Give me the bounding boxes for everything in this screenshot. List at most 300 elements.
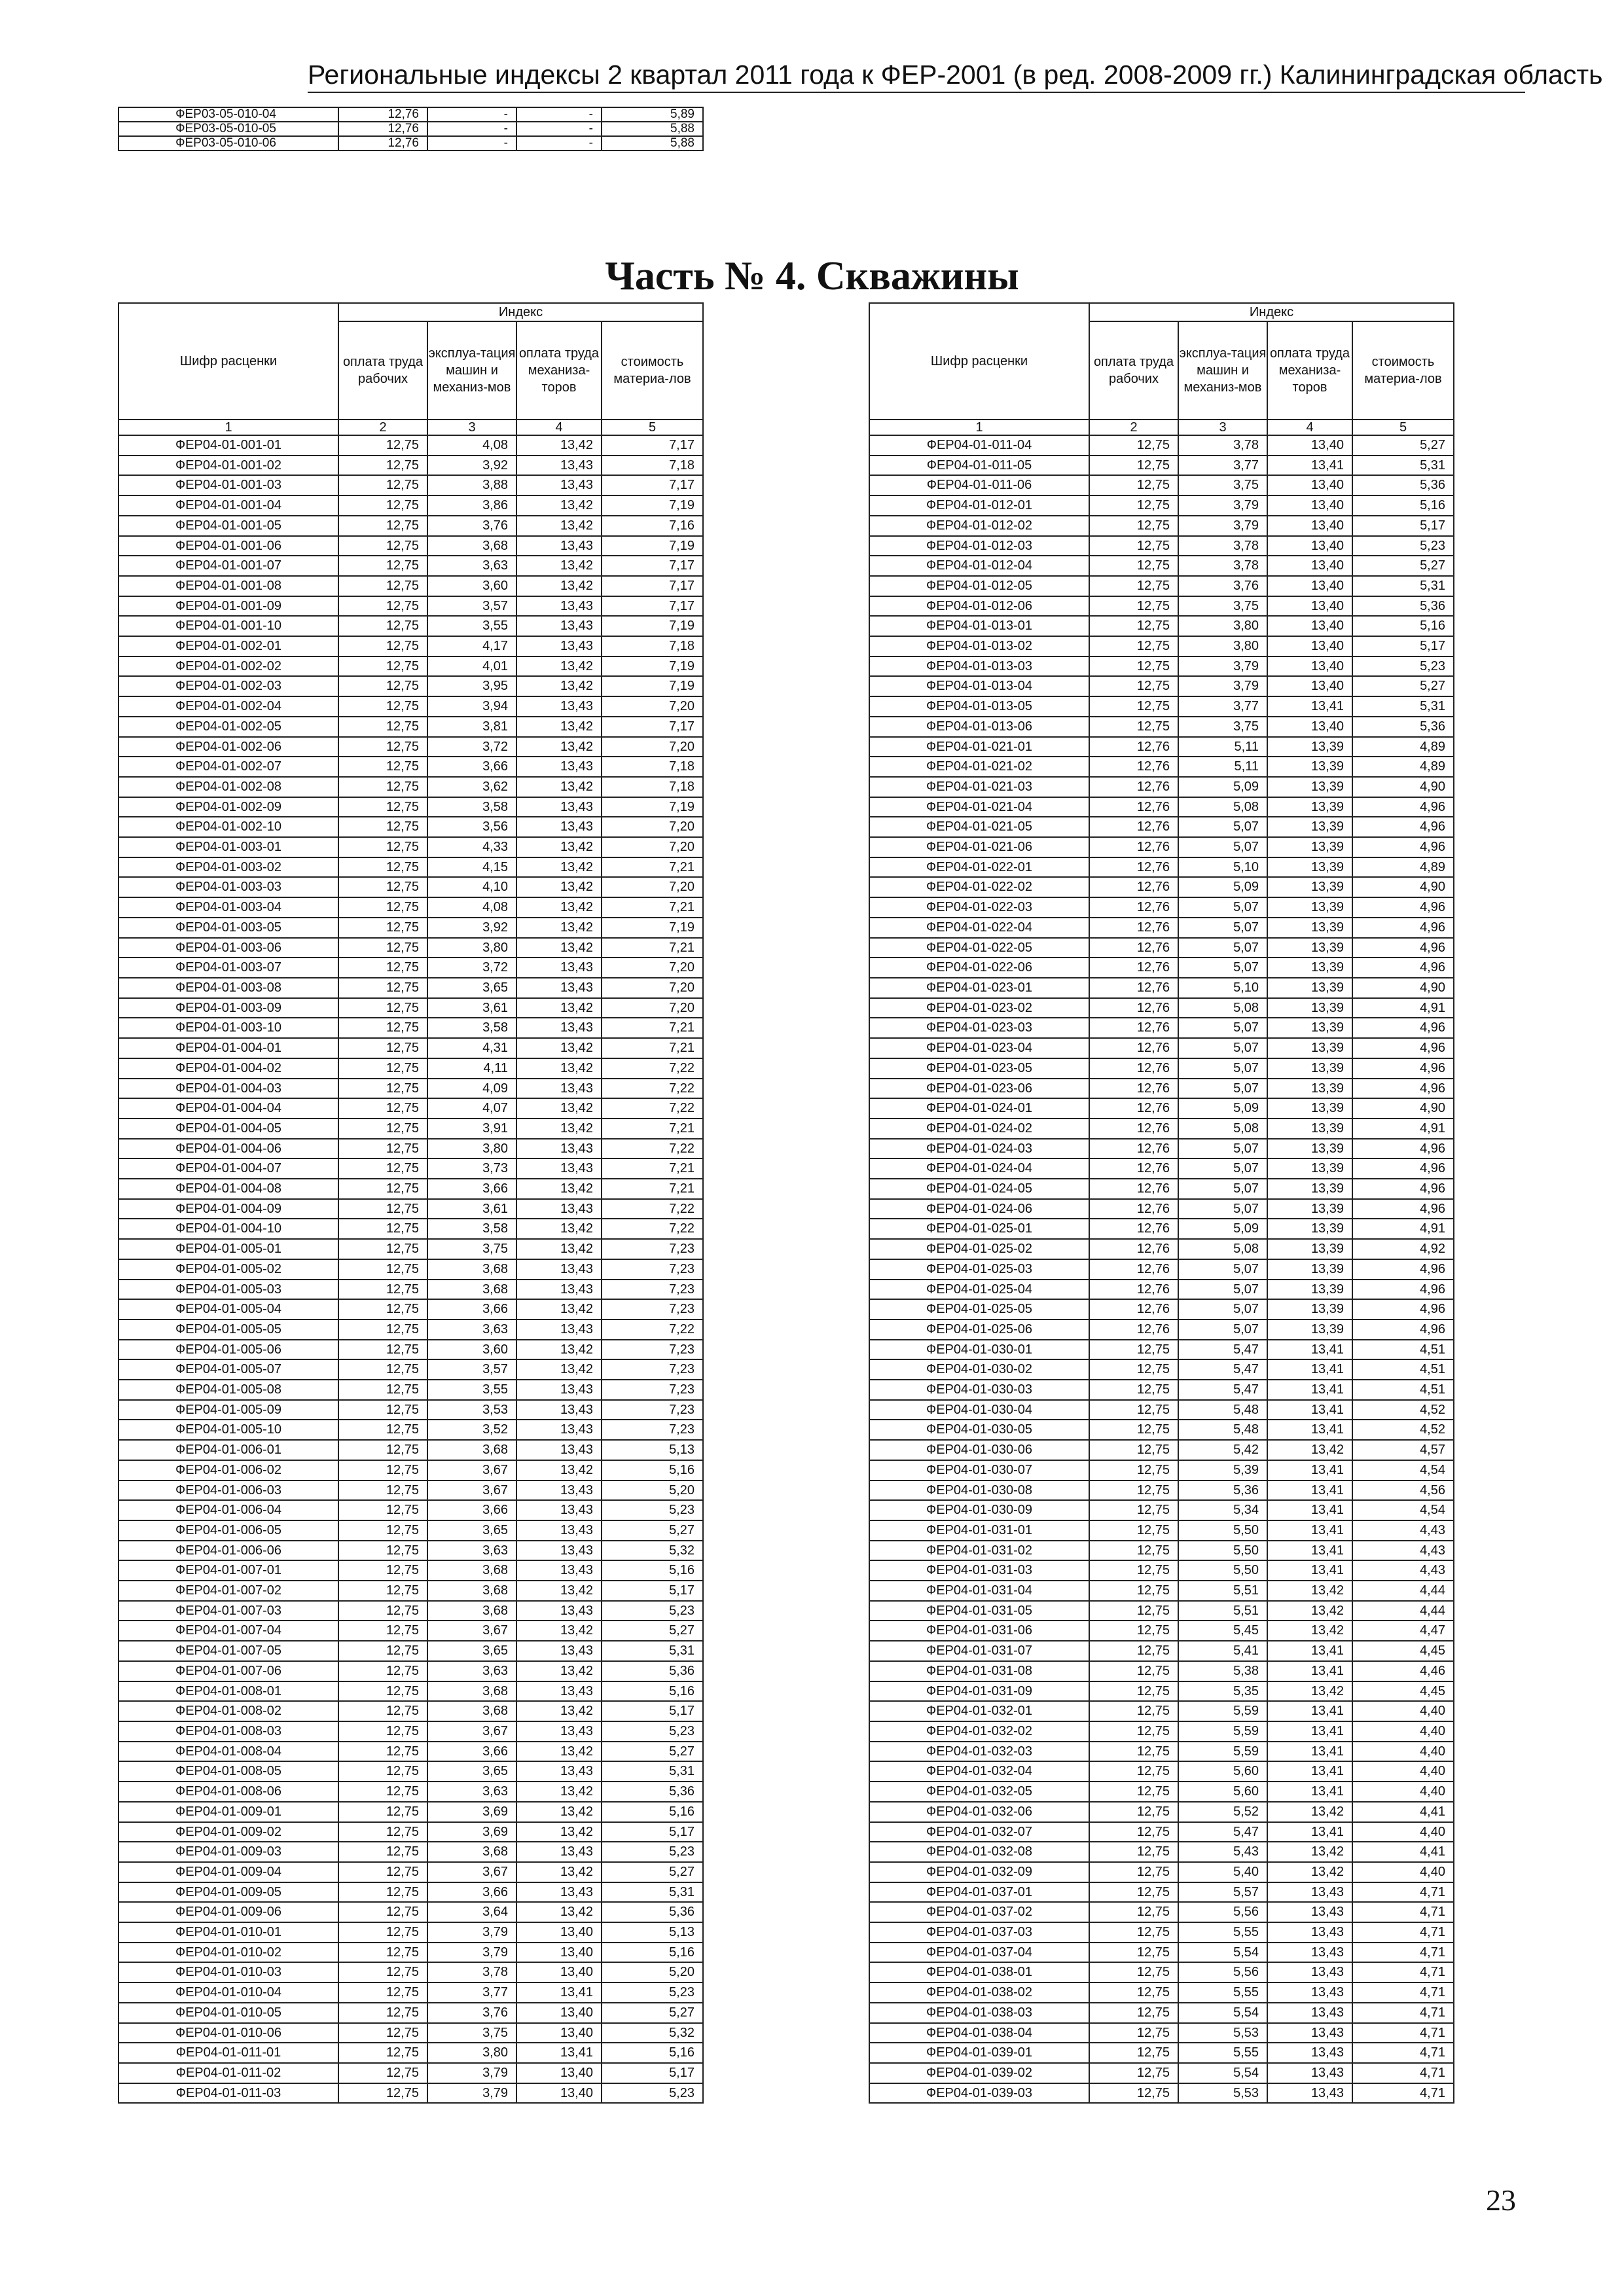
index-value-cell: 4,96 xyxy=(1352,1158,1454,1179)
index-value-cell: 12,75 xyxy=(1089,1440,1178,1460)
index-value-cell: 5,32 xyxy=(602,1541,703,1561)
header-operators: оплата труда механиза-торов xyxy=(1267,321,1352,420)
index-value-cell: 12,75 xyxy=(1089,2043,1178,2063)
index-value-cell: 13,42 xyxy=(516,1742,602,1762)
index-value-cell: 4,96 xyxy=(1352,897,1454,918)
index-value-cell: 5,43 xyxy=(1178,1842,1267,1862)
index-value-cell: 4,51 xyxy=(1352,1380,1454,1400)
index-value-cell: 5,16 xyxy=(602,2043,703,2063)
table-row xyxy=(869,2043,1454,2063)
table-row xyxy=(869,737,1454,757)
index-value-cell: 4,96 xyxy=(1352,1259,1454,1280)
index-value-cell: 12,75 xyxy=(338,1541,427,1561)
rate-code-cell: ФЕР04-01-032-04 xyxy=(869,1761,1089,1782)
index-value-cell: 5,47 xyxy=(1178,1340,1267,1360)
index-value-cell: 3,91 xyxy=(427,1119,516,1139)
index-value-cell: 4,90 xyxy=(1352,978,1454,998)
rate-code-cell: ФЕР04-01-006-04 xyxy=(118,1500,338,1520)
rate-code-cell: ФЕР04-01-024-05 xyxy=(869,1179,1089,1199)
rate-code-cell: ФЕР04-01-032-09 xyxy=(869,1862,1089,1882)
table-row xyxy=(869,1782,1454,1802)
header-index: Индекс xyxy=(1089,303,1454,321)
table-row xyxy=(118,2063,703,2083)
table-row xyxy=(869,837,1454,857)
table-row xyxy=(118,596,703,617)
index-value-cell: 12,75 xyxy=(1089,475,1178,495)
table-row xyxy=(869,797,1454,817)
index-value-cell: 13,43 xyxy=(516,1721,602,1742)
index-value-cell: 12,76 xyxy=(1089,938,1178,958)
rate-code-cell: ФЕР04-01-009-02 xyxy=(118,1822,338,1842)
index-value-cell: 13,43 xyxy=(516,1139,602,1159)
table-row xyxy=(869,536,1454,556)
index-value-cell: 7,21 xyxy=(602,1179,703,1199)
index-value-cell: 13,43 xyxy=(516,596,602,617)
index-value-cell: 13,39 xyxy=(1267,1239,1352,1259)
table-row xyxy=(118,2023,703,2043)
index-value-cell: 12,76 xyxy=(1089,1299,1178,1319)
index-value-cell: 12,76 xyxy=(1089,998,1178,1018)
index-value-cell: 3,75 xyxy=(427,1239,516,1259)
rate-code-cell: ФЕР04-01-031-08 xyxy=(869,1661,1089,1681)
index-value-cell: 13,40 xyxy=(516,1962,602,1982)
index-value-cell: 7,20 xyxy=(602,998,703,1018)
index-value-cell: 3,76 xyxy=(1178,576,1267,596)
index-value-cell: 13,42 xyxy=(516,1902,602,1922)
rate-code-cell: ФЕР04-01-003-08 xyxy=(118,978,338,998)
index-value-cell: 4,96 xyxy=(1352,1038,1454,1058)
rate-code-cell: ФЕР04-01-032-03 xyxy=(869,1742,1089,1762)
index-value-cell: 7,20 xyxy=(602,978,703,998)
index-value-cell: 13,39 xyxy=(1267,1058,1352,1079)
index-value-cell: 13,42 xyxy=(516,1701,602,1721)
index-value-cell: 13,42 xyxy=(516,656,602,677)
table-row xyxy=(118,1199,703,1219)
index-value-cell: 4,51 xyxy=(1352,1359,1454,1380)
index-value-cell: 7,18 xyxy=(602,456,703,476)
table-row xyxy=(869,1480,1454,1501)
index-value-cell: - xyxy=(516,136,602,151)
index-value-cell: 5,47 xyxy=(1178,1380,1267,1400)
index-value-cell: 12,75 xyxy=(338,998,427,1018)
index-value-cell: 12,75 xyxy=(338,2023,427,2043)
table-row xyxy=(869,2063,1454,2083)
index-value-cell: 5,31 xyxy=(1352,696,1454,717)
index-value-cell: 13,43 xyxy=(516,757,602,777)
table-row xyxy=(118,1139,703,1159)
index-value-cell: 3,79 xyxy=(427,2063,516,2083)
index-value-cell: 13,43 xyxy=(516,536,602,556)
index-value-cell: 12,75 xyxy=(1089,1882,1178,1903)
table-row xyxy=(869,1280,1454,1300)
index-value-cell: 5,51 xyxy=(1178,1601,1267,1621)
index-value-cell: 7,18 xyxy=(602,757,703,777)
table-row xyxy=(869,2023,1454,2043)
index-value-cell: 4,40 xyxy=(1352,1701,1454,1721)
index-value-cell: 12,75 xyxy=(1089,1701,1178,1721)
index-value-cell: 12,75 xyxy=(338,1319,427,1340)
index-value-cell: 4,71 xyxy=(1352,1902,1454,1922)
rate-code-cell: ФЕР04-01-007-06 xyxy=(118,1661,338,1681)
index-value-cell: 4,10 xyxy=(427,877,516,897)
index-value-cell: 13,40 xyxy=(1267,576,1352,596)
index-value-cell: 13,41 xyxy=(1267,1460,1352,1480)
index-value-cell: 3,65 xyxy=(427,1520,516,1541)
table-row xyxy=(118,475,703,495)
table-row xyxy=(118,1520,703,1541)
table-row xyxy=(118,1782,703,1802)
rate-code-cell: ФЕР04-01-010-03 xyxy=(118,1962,338,1982)
index-value-cell: 3,75 xyxy=(1178,475,1267,495)
rate-code-cell: ФЕР04-01-005-06 xyxy=(118,1340,338,1360)
rate-code-cell: ФЕР04-01-009-06 xyxy=(118,1902,338,1922)
index-value-cell: 12,75 xyxy=(1089,2003,1178,2023)
index-value-cell: 4,01 xyxy=(427,656,516,677)
index-value-cell: 7,17 xyxy=(602,596,703,617)
index-value-cell: 13,41 xyxy=(1267,1721,1352,1742)
table-row xyxy=(869,1902,1454,1922)
rate-code-cell: ФЕР03-05-010-04 xyxy=(118,107,338,122)
index-value-cell: 7,21 xyxy=(602,857,703,878)
index-value-cell: 3,61 xyxy=(427,998,516,1018)
rate-code-cell: ФЕР04-01-032-07 xyxy=(869,1822,1089,1842)
index-value-cell: 4,71 xyxy=(1352,2063,1454,2083)
table-row xyxy=(869,1802,1454,1822)
table-row xyxy=(869,556,1454,576)
index-value-cell: 13,43 xyxy=(516,1079,602,1099)
index-value-cell: 12,75 xyxy=(338,1038,427,1058)
table-row xyxy=(118,1018,703,1038)
rate-code-cell: ФЕР04-01-011-02 xyxy=(118,2063,338,2083)
index-value-cell: 4,11 xyxy=(427,1058,516,1079)
index-value-cell: 13,43 xyxy=(516,1319,602,1340)
index-value-cell: 12,75 xyxy=(338,576,427,596)
table-row xyxy=(118,1299,703,1319)
index-value-cell: 5,36 xyxy=(602,1782,703,1802)
rate-code-cell: ФЕР04-01-013-03 xyxy=(869,656,1089,677)
index-value-cell: 12,75 xyxy=(338,1520,427,1541)
index-value-cell: 12,75 xyxy=(338,1661,427,1681)
table-row xyxy=(869,475,1454,495)
rate-code-cell: ФЕР04-01-002-03 xyxy=(118,676,338,696)
index-value-cell: 13,42 xyxy=(516,1802,602,1822)
index-value-cell: 12,76 xyxy=(1089,897,1178,918)
index-value-cell: 13,39 xyxy=(1267,1259,1352,1280)
index-value-cell: 13,42 xyxy=(516,1460,602,1480)
index-value-cell: 4,44 xyxy=(1352,1581,1454,1601)
index-value-cell: 13,40 xyxy=(1267,536,1352,556)
table-row xyxy=(869,1641,1454,1661)
index-value-cell: 3,58 xyxy=(427,797,516,817)
index-value-cell: 5,38 xyxy=(1178,1661,1267,1681)
table-row xyxy=(869,857,1454,878)
index-value-cell: 12,75 xyxy=(1089,1922,1178,1943)
index-value-cell: 4,17 xyxy=(427,636,516,656)
index-value-cell: 13,43 xyxy=(1267,1982,1352,2003)
rate-code-cell: ФЕР04-01-008-05 xyxy=(118,1761,338,1782)
index-value-cell: 7,19 xyxy=(602,918,703,938)
index-value-cell: 5,36 xyxy=(602,1661,703,1681)
table-row xyxy=(118,1158,703,1179)
table-row xyxy=(118,495,703,516)
index-value-cell: 3,78 xyxy=(1178,556,1267,576)
index-value-cell: 12,75 xyxy=(338,1058,427,1079)
index-value-cell: 13,43 xyxy=(516,1842,602,1862)
index-value-cell: - xyxy=(427,136,516,151)
rate-code-cell: ФЕР04-01-003-09 xyxy=(118,998,338,1018)
index-value-cell: 3,92 xyxy=(427,918,516,938)
index-value-cell: 3,68 xyxy=(427,1581,516,1601)
rate-code-cell: ФЕР04-01-025-02 xyxy=(869,1239,1089,1259)
index-value-cell: 7,21 xyxy=(602,938,703,958)
index-value-cell: 3,62 xyxy=(427,777,516,797)
table-row xyxy=(118,107,703,122)
rate-code-cell: ФЕР04-01-038-03 xyxy=(869,2003,1089,2023)
index-value-cell: 13,42 xyxy=(516,435,602,456)
index-value-cell: 7,23 xyxy=(602,1259,703,1280)
table-row xyxy=(869,576,1454,596)
rate-code-cell: ФЕР03-05-010-05 xyxy=(118,122,338,136)
index-value-cell: 13,43 xyxy=(1267,1882,1352,1903)
rate-code-cell: ФЕР04-01-025-06 xyxy=(869,1319,1089,1340)
table-row xyxy=(869,516,1454,536)
index-value-cell: 3,68 xyxy=(427,1280,516,1300)
col-number: 2 xyxy=(338,420,427,435)
index-value-cell: 12,75 xyxy=(338,2063,427,2083)
rate-code-cell: ФЕР04-01-003-05 xyxy=(118,918,338,938)
index-value-cell: 13,41 xyxy=(516,1982,602,2003)
rate-code-cell: ФЕР04-01-003-03 xyxy=(118,877,338,897)
index-value-cell: 13,42 xyxy=(516,1179,602,1199)
table-row xyxy=(118,1701,703,1721)
index-value-cell: 12,75 xyxy=(338,1621,427,1641)
rate-code-cell: ФЕР04-01-031-07 xyxy=(869,1641,1089,1661)
index-value-cell: 13,41 xyxy=(1267,1661,1352,1681)
table-row xyxy=(869,2083,1454,2104)
index-value-cell: 12,76 xyxy=(1089,1079,1178,1099)
index-value-cell: 3,69 xyxy=(427,1802,516,1822)
rate-code-cell: ФЕР04-01-031-04 xyxy=(869,1581,1089,1601)
table-row xyxy=(869,918,1454,938)
table-row xyxy=(869,616,1454,636)
table-row xyxy=(118,1882,703,1903)
index-value-cell: 12,75 xyxy=(338,676,427,696)
index-table-left xyxy=(118,302,704,2104)
index-value-cell: 12,75 xyxy=(338,938,427,958)
index-value-cell: 12,75 xyxy=(1089,1742,1178,1762)
table-row xyxy=(118,757,703,777)
index-value-cell: 13,39 xyxy=(1267,1219,1352,1239)
rate-code-cell: ФЕР04-01-011-04 xyxy=(869,435,1089,456)
index-value-cell: 13,42 xyxy=(516,998,602,1018)
index-value-cell: 5,08 xyxy=(1178,998,1267,1018)
index-value-cell: 3,77 xyxy=(1178,696,1267,717)
rate-code-cell: ФЕР04-01-004-06 xyxy=(118,1139,338,1159)
rate-code-cell: ФЕР04-01-030-05 xyxy=(869,1420,1089,1440)
index-value-cell: 3,55 xyxy=(427,1380,516,1400)
index-value-cell: 12,75 xyxy=(1089,1380,1178,1400)
index-value-cell: 13,40 xyxy=(1267,596,1352,617)
rate-code-cell: ФЕР04-01-008-03 xyxy=(118,1721,338,1742)
index-value-cell: 5,51 xyxy=(1178,1581,1267,1601)
index-value-cell: 7,17 xyxy=(602,435,703,456)
rate-code-cell: ФЕР04-01-031-09 xyxy=(869,1681,1089,1702)
rate-code-cell: ФЕР04-01-013-01 xyxy=(869,616,1089,636)
index-value-cell: 5,50 xyxy=(1178,1520,1267,1541)
rate-code-cell: ФЕР04-01-005-02 xyxy=(118,1259,338,1280)
index-value-cell: 13,39 xyxy=(1267,938,1352,958)
index-value-cell: 12,75 xyxy=(1089,556,1178,576)
index-value-cell: 5,09 xyxy=(1178,877,1267,897)
index-value-cell: 5,07 xyxy=(1178,837,1267,857)
index-value-cell: 3,61 xyxy=(427,1199,516,1219)
table-row xyxy=(118,1581,703,1601)
table-row xyxy=(118,1098,703,1119)
index-value-cell: 12,75 xyxy=(1089,1761,1178,1782)
index-value-cell: 13,41 xyxy=(1267,1520,1352,1541)
index-value-cell: 13,43 xyxy=(1267,1922,1352,1943)
index-value-cell: 5,07 xyxy=(1178,1158,1267,1179)
index-value-cell: 5,59 xyxy=(1178,1721,1267,1742)
index-value-cell: 13,43 xyxy=(516,978,602,998)
index-value-cell: 4,96 xyxy=(1352,1018,1454,1038)
table-row xyxy=(118,1962,703,1982)
index-value-cell: 12,75 xyxy=(1089,456,1178,476)
index-value-cell: 7,23 xyxy=(602,1359,703,1380)
table-row xyxy=(118,797,703,817)
rate-code-cell: ФЕР04-01-025-05 xyxy=(869,1299,1089,1319)
index-value-cell: 12,75 xyxy=(338,958,427,978)
table-row xyxy=(869,596,1454,617)
index-value-cell: 13,40 xyxy=(1267,475,1352,495)
table-row xyxy=(869,1701,1454,1721)
index-value-cell: 5,88 xyxy=(602,122,703,136)
index-value-cell: 5,53 xyxy=(1178,2083,1267,2104)
index-value-cell: 13,39 xyxy=(1267,857,1352,878)
index-value-cell: 12,75 xyxy=(1089,1500,1178,1520)
index-value-cell: 12,75 xyxy=(338,1681,427,1702)
rate-code-cell: ФЕР04-01-011-03 xyxy=(118,2083,338,2104)
table-row xyxy=(869,676,1454,696)
index-value-cell: 4,71 xyxy=(1352,1962,1454,1982)
rate-code-cell: ФЕР04-01-003-10 xyxy=(118,1018,338,1038)
index-value-cell: 12,75 xyxy=(338,978,427,998)
index-value-cell: 5,31 xyxy=(602,1761,703,1782)
rate-code-cell: ФЕР04-01-032-05 xyxy=(869,1782,1089,1802)
rate-code-cell: ФЕР04-01-030-09 xyxy=(869,1500,1089,1520)
index-value-cell: 4,96 xyxy=(1352,1280,1454,1300)
rate-code-cell: ФЕР04-01-013-06 xyxy=(869,717,1089,737)
index-value-cell: 13,42 xyxy=(516,857,602,878)
index-table-right-body xyxy=(869,435,1454,2103)
index-value-cell: 5,48 xyxy=(1178,1400,1267,1420)
index-value-cell: 13,40 xyxy=(1267,435,1352,456)
rate-code-cell: ФЕР04-01-007-02 xyxy=(118,1581,338,1601)
table-row xyxy=(869,1721,1454,1742)
index-value-cell: 12,75 xyxy=(338,797,427,817)
index-value-cell: 13,43 xyxy=(1267,1962,1352,1982)
index-value-cell: 13,41 xyxy=(1267,1380,1352,1400)
rate-code-cell: ФЕР04-01-007-04 xyxy=(118,1621,338,1641)
index-value-cell: 12,76 xyxy=(1089,817,1178,837)
index-value-cell: 13,42 xyxy=(516,918,602,938)
index-value-cell: 4,90 xyxy=(1352,777,1454,797)
index-value-cell: 4,52 xyxy=(1352,1400,1454,1420)
index-value-cell: 4,96 xyxy=(1352,1319,1454,1340)
index-value-cell: 7,22 xyxy=(602,1098,703,1119)
index-value-cell: 13,43 xyxy=(516,817,602,837)
index-value-cell: 13,40 xyxy=(516,2083,602,2104)
rate-code-cell: ФЕР04-01-001-01 xyxy=(118,435,338,456)
index-value-cell: 12,75 xyxy=(338,1219,427,1239)
index-value-cell: 7,22 xyxy=(602,1319,703,1340)
index-value-cell: 7,23 xyxy=(602,1299,703,1319)
index-value-cell: 13,42 xyxy=(516,777,602,797)
index-value-cell: 13,43 xyxy=(1267,2063,1352,2083)
table-row xyxy=(869,2003,1454,2023)
rate-code-cell: ФЕР04-01-012-03 xyxy=(869,536,1089,556)
col-number: 1 xyxy=(118,420,338,435)
index-value-cell: 13,43 xyxy=(516,1400,602,1420)
index-value-cell: 5,07 xyxy=(1178,1058,1267,1079)
index-value-cell: 13,42 xyxy=(516,938,602,958)
index-value-cell: 3,77 xyxy=(1178,456,1267,476)
index-value-cell: 12,76 xyxy=(1089,1179,1178,1199)
rate-code-cell: ФЕР04-01-037-03 xyxy=(869,1922,1089,1943)
index-value-cell: 13,39 xyxy=(1267,1299,1352,1319)
index-value-cell: 13,39 xyxy=(1267,777,1352,797)
index-value-cell: 12,75 xyxy=(338,616,427,636)
index-value-cell: 3,68 xyxy=(427,1440,516,1460)
rate-code-cell: ФЕР04-01-032-06 xyxy=(869,1802,1089,1822)
table-row xyxy=(869,636,1454,656)
index-value-cell: 5,20 xyxy=(602,1962,703,1982)
rate-code-cell: ФЕР04-01-032-01 xyxy=(869,1701,1089,1721)
index-value-cell: 13,39 xyxy=(1267,1098,1352,1119)
index-value-cell: 4,41 xyxy=(1352,1802,1454,1822)
index-value-cell: 12,76 xyxy=(1089,1119,1178,1139)
index-value-cell: 5,88 xyxy=(602,136,703,151)
index-value-cell: 13,39 xyxy=(1267,1079,1352,1099)
index-value-cell: 5,27 xyxy=(602,1621,703,1641)
index-value-cell: 5,55 xyxy=(1178,1922,1267,1943)
header-materials: стоимость материа-лов xyxy=(602,321,703,420)
rate-code-cell: ФЕР04-01-010-05 xyxy=(118,2003,338,2023)
table-row xyxy=(869,777,1454,797)
rate-code-cell: ФЕР04-01-039-02 xyxy=(869,2063,1089,2083)
index-value-cell: 13,42 xyxy=(1267,1842,1352,1862)
index-value-cell: 13,42 xyxy=(516,1058,602,1079)
table-row xyxy=(118,1179,703,1199)
index-value-cell: 4,40 xyxy=(1352,1862,1454,1882)
index-value-cell: 3,79 xyxy=(427,1922,516,1943)
table-row xyxy=(118,1500,703,1520)
index-value-cell: 4,96 xyxy=(1352,958,1454,978)
table-row xyxy=(118,636,703,656)
index-value-cell: 7,21 xyxy=(602,1119,703,1139)
index-value-cell: 5,50 xyxy=(1178,1560,1267,1581)
rate-code-cell: ФЕР04-01-031-01 xyxy=(869,1520,1089,1541)
rate-code-cell: ФЕР04-01-013-02 xyxy=(869,636,1089,656)
index-value-cell: 5,08 xyxy=(1178,797,1267,817)
index-value-cell: 13,43 xyxy=(516,1500,602,1520)
table-row xyxy=(869,1761,1454,1782)
index-value-cell: 13,39 xyxy=(1267,1199,1352,1219)
table-row xyxy=(118,1280,703,1300)
table-row xyxy=(869,817,1454,837)
index-value-cell: 12,75 xyxy=(338,1280,427,1300)
index-value-cell: 13,42 xyxy=(516,837,602,857)
